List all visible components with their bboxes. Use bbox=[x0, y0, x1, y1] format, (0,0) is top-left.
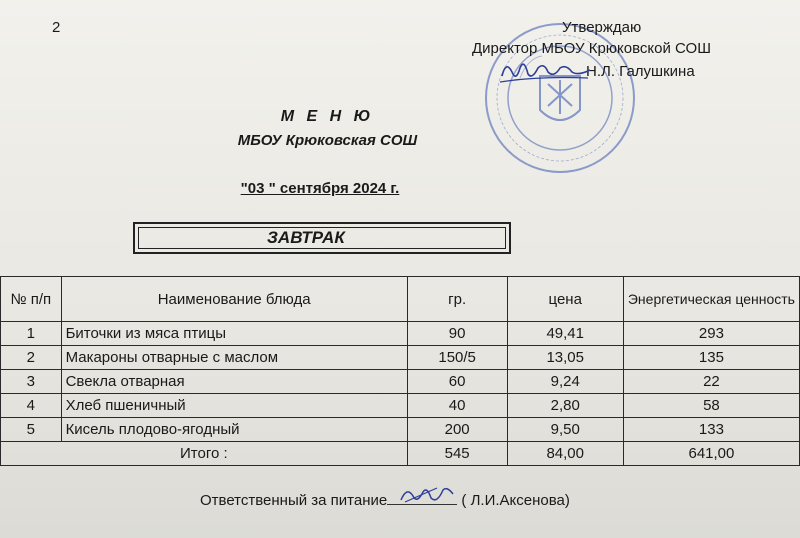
total-label: Итого : bbox=[1, 442, 408, 466]
cell-name: Свекла отварная bbox=[61, 370, 407, 394]
total-grams: 545 bbox=[407, 442, 507, 466]
header-energy: Энергетическая ценность bbox=[623, 277, 799, 322]
cell-energy: 293 bbox=[623, 322, 799, 346]
table-row bbox=[1, 418, 800, 442]
menu-title: М Е Н Ю bbox=[280, 108, 375, 125]
cell-price: 2,80 bbox=[507, 394, 623, 418]
table-row bbox=[1, 394, 800, 418]
cell-energy: 58 bbox=[623, 394, 799, 418]
cell-grams: 200 bbox=[407, 418, 507, 442]
cell-num: 5 bbox=[1, 418, 62, 442]
responsible-footer bbox=[200, 490, 570, 509]
cell-num: 3 bbox=[1, 370, 62, 394]
cell-grams: 150/5 bbox=[407, 346, 507, 370]
school-name: МБОУ Крюковская СОШ bbox=[237, 132, 418, 149]
total-price: 84,00 bbox=[507, 442, 623, 466]
total-energy: 641,00 bbox=[623, 442, 799, 466]
cell-energy: 133 bbox=[623, 418, 799, 442]
header-price: цена bbox=[507, 277, 623, 322]
menu-table bbox=[0, 276, 800, 466]
cell-price: 9,24 bbox=[507, 370, 623, 394]
cell-price: 49,41 bbox=[507, 322, 623, 346]
cell-grams: 60 bbox=[407, 370, 507, 394]
responsible-label: Ответственный за питание bbox=[200, 492, 388, 509]
cell-num: 4 bbox=[1, 394, 62, 418]
responsible-signature bbox=[397, 482, 457, 508]
meal-heading-box bbox=[133, 222, 511, 254]
total-row bbox=[1, 442, 800, 466]
cell-grams: 40 bbox=[407, 394, 507, 418]
table-row bbox=[1, 322, 800, 346]
cell-name: Хлеб пшеничный bbox=[61, 394, 407, 418]
director-signature bbox=[498, 54, 593, 88]
cell-num: 2 bbox=[1, 346, 62, 370]
responsible-name: ( Л.И.Аксенова) bbox=[461, 492, 570, 509]
meal-heading: ЗАВТРАК bbox=[138, 227, 506, 249]
approval-position: Директор МБОУ Крюковской СОШ bbox=[472, 40, 711, 57]
table-header-row bbox=[1, 277, 800, 322]
cell-energy: 135 bbox=[623, 346, 799, 370]
menu-date: "03 " сентября 2024 г. bbox=[240, 180, 400, 197]
approval-heading: Утверждаю bbox=[562, 19, 642, 36]
cell-price: 9,50 bbox=[507, 418, 623, 442]
header-name: Наименование блюда bbox=[61, 277, 407, 322]
cell-name: Биточки из мяса птицы bbox=[61, 322, 407, 346]
cell-grams: 90 bbox=[407, 322, 507, 346]
header-num: № п/п bbox=[1, 277, 62, 322]
page-number: 2 bbox=[52, 19, 61, 36]
cell-name: Кисель плодово-ягодный bbox=[61, 418, 407, 442]
signature-line bbox=[387, 490, 457, 505]
table-row bbox=[1, 370, 800, 394]
header-grams: гр. bbox=[407, 277, 507, 322]
cell-num: 1 bbox=[1, 322, 62, 346]
cell-energy: 22 bbox=[623, 370, 799, 394]
approval-name: Н.Л. Галушкина bbox=[586, 63, 695, 80]
cell-price: 13,05 bbox=[507, 346, 623, 370]
cell-name: Макароны отварные с маслом bbox=[61, 346, 407, 370]
table-row bbox=[1, 346, 800, 370]
